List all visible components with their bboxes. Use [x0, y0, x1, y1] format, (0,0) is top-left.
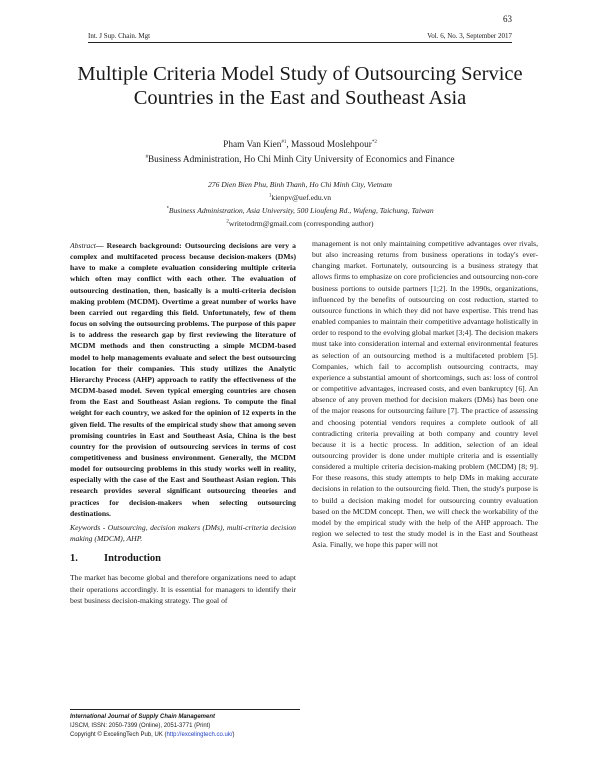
paper-title: Multiple Criteria Model Study of Outsourcing Service Countries in the East and Southeast Asia	[77, 63, 523, 109]
email-1	[70, 193, 530, 202]
left-column	[70, 240, 296, 606]
email-2	[70, 219, 530, 228]
author-separator: ,	[286, 140, 291, 150]
author-2: Massoud Moslehpour	[291, 140, 372, 150]
address-1: 276 Dien Bien Phu, Binh Thanh, Ho Chi Minh City, Vietnam	[208, 180, 392, 189]
section-number: 1.	[70, 553, 78, 565]
author-2-mark: *2	[371, 139, 377, 145]
affiliation-2-mark: *	[166, 206, 169, 212]
footer-journal: International Journal of Supply Chain Management	[70, 714, 216, 720]
footer-issn: IJSCM, ISSN: 2050-7399 (Online), 2051-3771 (Print)	[70, 723, 211, 729]
page-number: 63	[503, 14, 512, 24]
section-heading-introduction	[70, 553, 296, 564]
abstract-text: — Research background: Outsourcing decisions are very a complex and multifaceted process because decision-makers (DMs) have to make a complete evaluation considering multiple criteria which often may conflict with each other. The evaluation of outsourcing destination, then, basically is a multi-criteria decision making problem (MCDM). Overtime a great number of works have been carried out regarding this field. Unfortunately, few of them focus on solving the outsourcing problems. The purpose of this paper is to address the research gap by first reviewing the literature of MCDM methods and then constructing a simple MCDM-based model to help managements evaluate and select the best outsourcing location for their companies. This study utilizes the Analytic Hierarchy Process (AHP) approach to ratify the effectiveness of the MCDM-based model. Seven typical emerging countries are chosen from the East and Southeast Asian regions. To compute the final weight for each country, we asked for the opinion of 12 experts in the given field. The results of the empirical study show that among seven promising countries in East and Southeast Asia, China is the best country for the provision of outsourcing services in terms of cost competitiveness and business environment. Generally, the MCDM model for outsourcing problems in this study works well in reality, especially with the case of the East and Southeast Asian region. This research provides several significant outsourcing theories and practices for decision-makers when selecting outsourcing destinations.	[70, 241, 296, 518]
email-1-mark: 1	[268, 193, 272, 199]
footer-copyright	[70, 731, 300, 740]
affiliation-1-mark: #	[145, 154, 148, 160]
footer-close: )	[232, 732, 235, 738]
author-line	[70, 140, 530, 150]
keywords-label: Keywords	[70, 522, 101, 532]
footer-copyright-text: Copyright © ExcelingTech Pub, UK (	[70, 732, 167, 738]
affiliation-2-text: Business Administration, Asia University, 500 Lioufeng Rd., Wufeng, Taichung, Taiwan	[168, 206, 434, 215]
affiliation-1	[70, 155, 530, 165]
right-column-text: management is not only maintaining competitive advantages over rivals, but also increasing returns from business operations in today's ever-changing market. Fortunately, outsourcing is a business strategy that allows firms to emphasize on core proficiencies and outsourcing non-core business portions to outside partners [1;2]. In the 1990s, organizations, influenced by the benefits of outsourcing on cost reduction, started to outsource functions in which they did not have expertise. This trend has enabled companies to maintain their competitive advantage holistically in order to respond to the evolving global market [3;4]. The decision makers must take into consideration internal and external environmental features as selection of an outsourcing method is a multifaceted problem [5]. Companies, which fail to accomplish outsourcing contracts, may experience a substantial amount of shortcomings, such as: loss of control or competitive advantages, increased costs, and even bankruptcy [6]. An absence of any proven method for decision makers (DMs) has been one of the major reasons for outsourcing failure [7]. The practice of assessing and choosing potential vendors requires a complete outlook of all contradicting criteria prevailing at both company and country level because it is a hectic process. In addition, selection of an ideal outsourcing provider is done under multiple criteria and is essentially considered a multiple criteria decision-making problem (MCDM) [8; 9]. For these reasons, this study attempts to help DMs in making accurate decisions in relation to the outsourcing field. Then, the study's purpose is to build a decision making model for outsourcing country evaluation based on the MCDM concept. Then, we will check the workability of the model by the empirical study with the help of the AHP approach. The region we selected to test the study model is in the East and Southeast Asia. Finally, we hope this paper will not	[312, 239, 538, 550]
abstract	[70, 240, 296, 519]
running-head-volume: Vol. 6, No. 3, September 2017	[427, 32, 512, 40]
keywords-text: - Outsourcing, decision makers (DMs), multi-criteria decision making (MDCM), AHP.	[70, 522, 296, 544]
running-head	[88, 32, 512, 43]
affiliation-1-text: Business Administration, Ho Chi Minh City University of Economics and Finance	[147, 155, 455, 165]
email-2-mark: 2	[226, 219, 229, 225]
introduction-text: The market has become global and therefore organizations need to adapt their operations accordingly. It is essential for managers to identify their best business decision-making strategy. The goal of	[70, 573, 296, 605]
footer-link[interactable]: http://excelingtech.co.uk/	[166, 732, 233, 738]
footer	[70, 709, 300, 740]
author-1: Pham Van Kien	[223, 140, 282, 150]
keywords	[70, 522, 296, 544]
right-column	[312, 238, 538, 550]
email-1-text[interactable]: kienpv@uef.edu.vn	[271, 193, 332, 202]
author-1-mark: #1	[281, 139, 287, 145]
abstract-label: Abstract	[70, 241, 96, 250]
affiliation-2	[70, 206, 530, 215]
running-head-journal: Int. J Sup. Chain. Mgt	[88, 32, 151, 40]
email-2-text[interactable]: writetodrm@gmail.com (corresponding author)	[228, 219, 374, 228]
section-title: Introduction	[104, 553, 161, 565]
